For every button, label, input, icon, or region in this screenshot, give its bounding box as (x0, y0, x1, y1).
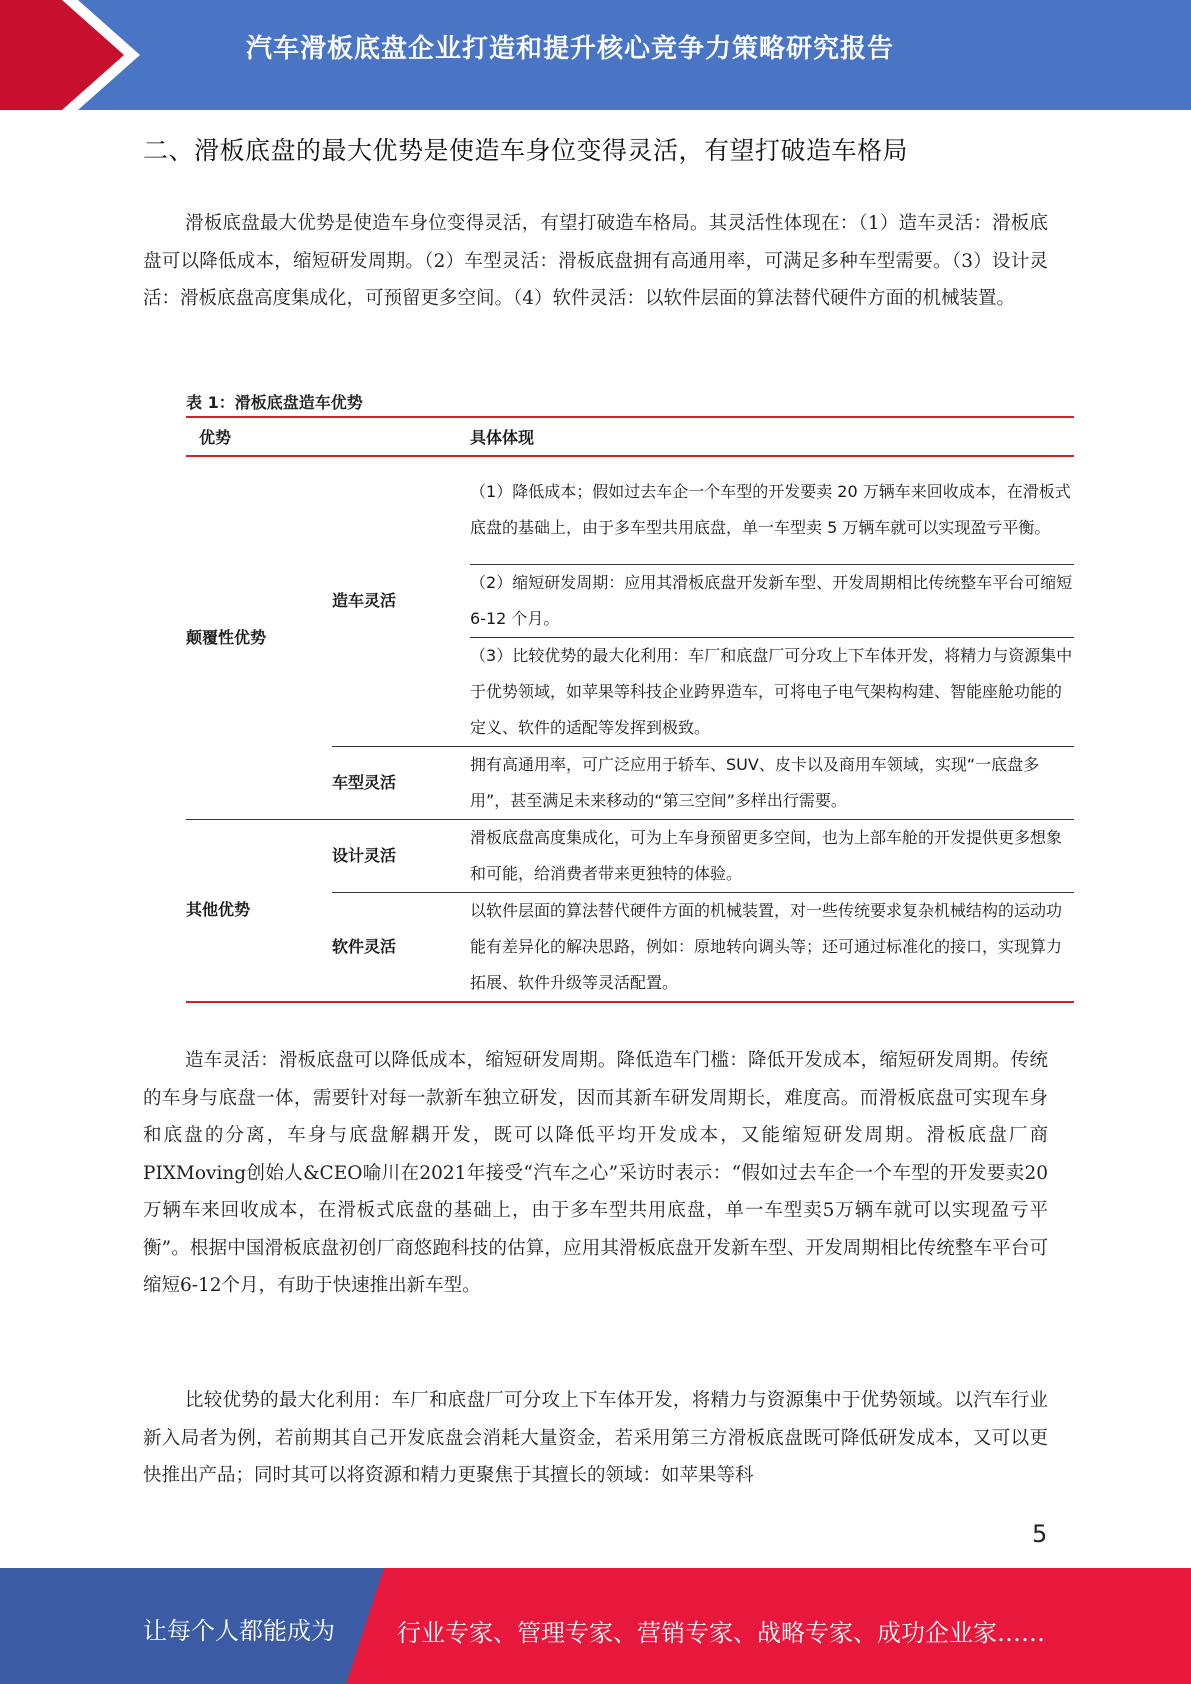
category-disruptive: 颠覆性优势 (186, 627, 267, 647)
page-footer (0, 1568, 1191, 1684)
section-heading: 二、滑板底盘的最大优势是使造车身位变得灵活，有望打破造车格局 (143, 136, 909, 165)
page-number: 5 (1032, 1520, 1048, 1548)
header-advantage: 优势 (186, 417, 470, 456)
subcategory-design: 设计灵活 (332, 819, 470, 892)
detail-build-3: （3）比较优势的最大化利用：车厂和底盘厂可分攻上下车体开发，将精力与资源集中于优势领域，如苹果等科技企业跨界造车，可将电子电气架构构建、智能座舱功能的定义、软件的适配等发挥到极致。 (470, 637, 1074, 746)
table-caption: 表 1：滑板底盘造车优势 (186, 393, 363, 412)
table-header-row (186, 417, 1074, 456)
detail-build-2: （2）缩短研发周期：应用其滑板底盘开发新车型、开发周期相比传统整车平台可缩短 6-12 个月。 (470, 564, 1074, 637)
body-paragraph: 滑板底盘最大优势是使造车身位变得灵活，有望打破造车格局。其灵活性体现在：（1）造车灵活：滑板底盘可以降低成本，缩短研发周期。（2）车型灵活：滑板底盘拥有高通用率，可满足多种车型需要。（3）设计灵活：滑板底盘高度集成化，可预留更多空间。（4）软件灵活：以软件层面的算法替代硬件方面的机械装置。 (143, 213, 1048, 309)
category-other: 其他优势 (186, 819, 332, 1002)
subcategory-build: 造车灵活 (332, 591, 397, 611)
header-arrow-decoration (0, 0, 160, 110)
page-header (0, 0, 1191, 110)
header-detail: 具体体现 (470, 417, 1074, 456)
detail-build-1: （1）降低成本；假如过去车企一个车型的开发要卖 20 万辆车来回收成本，在滑板式底盘的基础上，由于多车型共用底盘，单一车型卖 5 万辆车就可以实现盈亏平衡。 (470, 482, 1071, 538)
subcategory-model: 车型灵活 (332, 746, 470, 819)
detail-software: 以软件层面的算法替代硬件方面的机械装置，对一些传统要求复杂机械结构的运动功能有差异化的解决思路，例如：原地转向调头等；还可通过标准化的接口，实现算力拓展、软件升级等灵活配置。 (470, 892, 1074, 1002)
footer-slogan-left: 让每个人都能成为 (143, 1617, 335, 1645)
advantage-table (186, 416, 1074, 1003)
body-paragraph: 比较优势的最大化利用：车厂和底盘厂可分攻上下车体开发，将精力与资源集中于优势领域。以汽车行业新入局者为例，若前期其自己开发底盘会消耗大量资金，若采用第三方滑板底盘既可降低研发成本，又可以更快推出产品；同时其可以将资源和精力更聚焦于其擅长的领域：如苹果等科 (143, 1390, 1048, 1486)
table-row (186, 819, 1074, 892)
subcategory-software: 软件灵活 (332, 892, 470, 1002)
detail-design: 滑板底盘高度集成化，可为上车身预留更多空间，也为上部车舱的开发提供更多想象和可能，给消费者带来更独特的体验。 (470, 819, 1074, 892)
advantage-table-figure (186, 390, 1076, 1003)
table-row (186, 456, 1074, 564)
detail-model: 拥有高通用率，可广泛应用于轿车、SUV、皮卡以及商用车领域，实现“一底盘多用”，甚至满足未来移动的“第三空间”多样出行需要。 (470, 746, 1074, 819)
footer-slogan-right: 行业专家、管理专家、营销专家、战略专家、成功企业家…… (397, 1619, 1045, 1647)
report-title: 汽车滑板底盘企业打造和提升核心竞争力策略研究报告 (246, 34, 895, 64)
body-paragraph: 造车灵活：滑板底盘可以降低成本，缩短研发周期。降低造车门槛：降低开发成本，缩短研发周期。传统的车身与底盘一体，需要针对每一款新车独立研发，因而其新车研发周期长，难度高。而滑板底盘可实现车身和底盘的分离，车身与底盘解耦开发，既可以降低平均开发成本，又能缩短研发周期。滑板底盘厂商PIXMoving创始人&CEO喻川在2021年接受“汽车之心”采访时表示：“假如过去车企一个车型的开发要卖20万辆车来回收成本，在滑板式底盘的基础上，由于多车型共用底盘，单一车型卖5万辆车就可以实现盈亏平衡”。根据中国滑板底盘初创厂商悠跑科技的估算，应用其滑板底盘开发新车型、开发周期相比传统整车平台可缩短6-12个月，有助于快速推出新车型。 (143, 1050, 1048, 1296)
